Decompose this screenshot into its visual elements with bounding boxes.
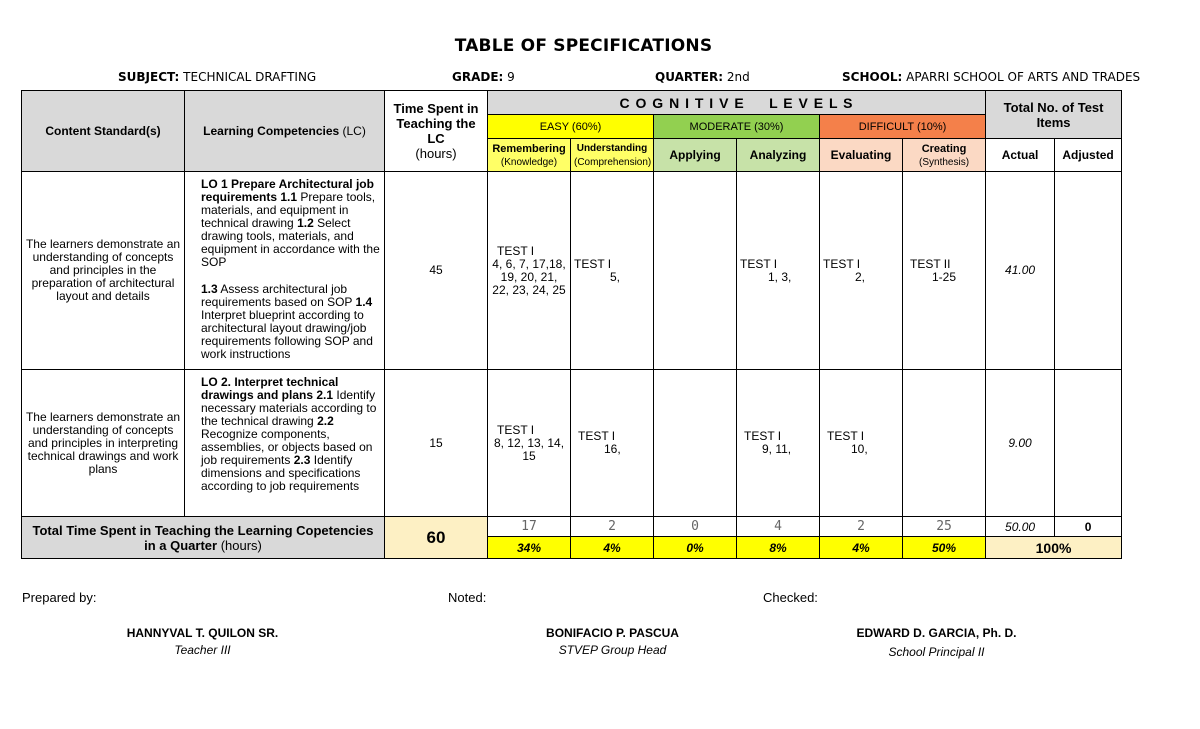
lc-bold-text: 2.3: [293, 453, 311, 467]
header-moderate: MODERATE (30%): [654, 115, 820, 139]
table-row: [22, 370, 1122, 517]
lc-text: Prepare tools, materials, and equipment in technical drawing: [201, 190, 376, 230]
applying-cell: [654, 370, 737, 517]
adjusted-cell: [1055, 370, 1122, 517]
lc-bold-text: LO 2. Interpret technical drawings and plans 2.1: [201, 375, 339, 402]
header-difficult: DIFFICULT (10%): [820, 115, 986, 139]
header-time-spent: [385, 91, 488, 172]
test-items: 8, 12, 13, 14, 15: [493, 435, 565, 463]
total-remembering: 17: [488, 517, 571, 537]
understanding-cell: [571, 370, 654, 517]
test-label: TEST I: [744, 429, 782, 443]
time-cell: 15: [385, 370, 488, 517]
lc-bold-text: 2.2: [317, 414, 334, 428]
prepared-title: Teacher III: [174, 643, 231, 657]
grade-value: 9: [507, 70, 515, 84]
lc-text: Assess architectural job requirements based on SOP: [201, 282, 356, 309]
applying-cell: [654, 172, 737, 370]
page-title: TABLE OF SPECIFICATIONS: [454, 36, 713, 56]
knowledge-label: (Knowledge): [500, 156, 558, 168]
noted-label: Noted:: [448, 590, 487, 605]
comprehension-label: (Comprehension): [574, 157, 652, 168]
noted-title: STVEP Group Head: [558, 643, 667, 657]
test-label: TEST I: [827, 429, 865, 443]
analyzing-cell: [737, 370, 820, 517]
header-total-items: Total No. of Test Items: [986, 91, 1122, 139]
specifications-table: [21, 90, 1122, 559]
subject-label: SUBJECT:: [118, 70, 180, 84]
header-time-label: Time Spent in Teaching the LC: [393, 101, 479, 146]
header-easy: EASY (60%): [488, 115, 654, 139]
totals-label-cell: [22, 517, 385, 559]
school-label: SCHOOL:: [842, 70, 903, 84]
header-applying: Applying: [654, 139, 737, 172]
actual-cell: 41.00: [986, 172, 1055, 370]
quarter-field: [655, 70, 750, 84]
percent-remembering: 34%: [488, 537, 571, 559]
percent-creating: 50%: [903, 537, 986, 559]
total-evaluating: 2: [820, 517, 903, 537]
creating-cell: [903, 370, 986, 517]
header-analyzing: Analyzing: [737, 139, 820, 172]
understanding-label: Understanding: [576, 143, 648, 154]
test-items: 5,: [610, 269, 621, 284]
creating-label: Creating: [921, 142, 967, 155]
learning-competency-cell: [185, 370, 385, 517]
total-understanding: 2: [571, 517, 654, 537]
content-standard-cell: The learners demonstrate an understanding of concepts and principles in the preparation of architectural layout and details: [22, 172, 185, 370]
checked-title: School Principal II: [888, 645, 985, 659]
test-label: TEST I: [823, 256, 861, 271]
lc-bold-text: 1.2: [297, 216, 314, 230]
test-items: 16,: [604, 442, 621, 456]
header-lc-abbr: (LC): [342, 124, 366, 138]
header-content-standard: Content Standard(s): [22, 91, 185, 172]
synthesis-label: (Synthesis): [919, 156, 970, 168]
test-items: 2,: [855, 269, 866, 284]
totals-hours: (hours): [220, 537, 262, 553]
quarter-value: 2nd: [726, 70, 750, 84]
header-learning-competencies: [185, 91, 385, 172]
prepared-signature: [80, 626, 325, 657]
grade-field: [452, 70, 515, 84]
header-lc-label: Learning Competencies: [203, 124, 340, 138]
test-items: 1-25: [932, 269, 957, 284]
total-time-cell: 60: [385, 517, 488, 559]
checked-signature: [814, 626, 1059, 659]
test-label: TEST I: [497, 243, 535, 258]
creating-cell: [903, 172, 986, 370]
lc-bold-text: 1.4: [355, 295, 373, 309]
totals-row: [22, 517, 1122, 537]
subject-field: [118, 70, 316, 84]
checked-name: EDWARD D. GARCIA, Ph. D.: [856, 626, 1017, 640]
table-row: [22, 172, 1122, 370]
grade-label: GRADE:: [452, 70, 504, 84]
total-percent-cell: 100%: [986, 537, 1122, 559]
lc-text: Recognize components, assemblies, or objects based on job requirements: [201, 427, 373, 467]
test-label: TEST I: [574, 256, 612, 271]
subject-value: TECHNICAL DRAFTING: [183, 70, 317, 84]
remembering-cell: [488, 370, 571, 517]
noted-signature: [490, 626, 735, 657]
adjusted-cell: [1055, 172, 1122, 370]
checked-label: Checked:: [763, 590, 818, 605]
header-creating: [903, 139, 986, 172]
lc-text: Identify necessary materials according to the technical drawing: [201, 388, 377, 428]
totals-label: Total Time Spent in Teaching the Learning Copetencies in a Quarter: [32, 522, 374, 553]
prepared-by-label: Prepared by:: [22, 590, 97, 605]
test-items: 4, 6, 7, 17,18, 19, 20, 21, 22, 23, 24, 25: [492, 256, 566, 297]
lc-bold-text: LO 1 Prepare Architectural job requirements 1.1: [201, 177, 374, 204]
school-value: APARRI SCHOOL OF ARTS AND TRADES: [906, 70, 1141, 84]
header-hours: (hours): [415, 146, 457, 161]
test-label: TEST I: [578, 429, 616, 443]
test-label: TEST II: [910, 256, 951, 271]
total-actual: 50.00: [986, 517, 1055, 537]
percent-applying: 0%: [654, 537, 737, 559]
total-adjusted: 0: [1055, 517, 1122, 537]
remembering-cell: [488, 172, 571, 370]
understanding-cell: [571, 172, 654, 370]
header-cognitive-levels: C O G N I T I V E L E V E L S: [488, 91, 986, 115]
percent-analyzing: 8%: [737, 537, 820, 559]
header-remembering: [488, 139, 571, 172]
quarter-label: QUARTER:: [655, 70, 723, 84]
test-label: TEST I: [740, 256, 778, 271]
analyzing-cell: [737, 172, 820, 370]
percent-understanding: 4%: [571, 537, 654, 559]
remembering-label: Remembering: [492, 142, 566, 155]
total-applying: 0: [654, 517, 737, 537]
lc-bold-text: 1.3: [201, 282, 218, 296]
test-items: 9, 11,: [762, 442, 792, 456]
header-adjusted: Adjusted: [1055, 139, 1122, 172]
percent-evaluating: 4%: [820, 537, 903, 559]
header-understanding: [571, 139, 654, 172]
evaluating-cell: [820, 172, 903, 370]
test-items: 10,: [851, 442, 868, 456]
lc-text: Select drawing tools, materials, and equipment in accordance with the SOP: [201, 216, 380, 269]
learning-competency-cell: [185, 172, 385, 370]
content-standard-cell: The learners demonstrate an understanding of concepts and principles in interpreting technical drawings and work plans: [22, 370, 185, 517]
total-analyzing: 4: [737, 517, 820, 537]
test-label: TEST I: [497, 422, 535, 437]
prepared-name: HANNYVAL T. QUILON SR.: [126, 626, 279, 640]
header-actual: Actual: [986, 139, 1055, 172]
header-evaluating: Evaluating: [820, 139, 903, 172]
lc-text: Identify dimensions and specifications according to job requirements: [201, 453, 361, 493]
evaluating-cell: [820, 370, 903, 517]
school-field: [842, 70, 1140, 84]
noted-name: BONIFACIO P. PASCUA: [546, 626, 679, 640]
actual-cell: 9.00: [986, 370, 1055, 517]
lc-text: Interpret blueprint according to architectural layout drawing/job requirements following SOP and work instructions: [201, 308, 373, 361]
test-items: 1, 3,: [768, 269, 792, 284]
time-cell: 45: [385, 172, 488, 370]
total-creating: 25: [903, 517, 986, 537]
